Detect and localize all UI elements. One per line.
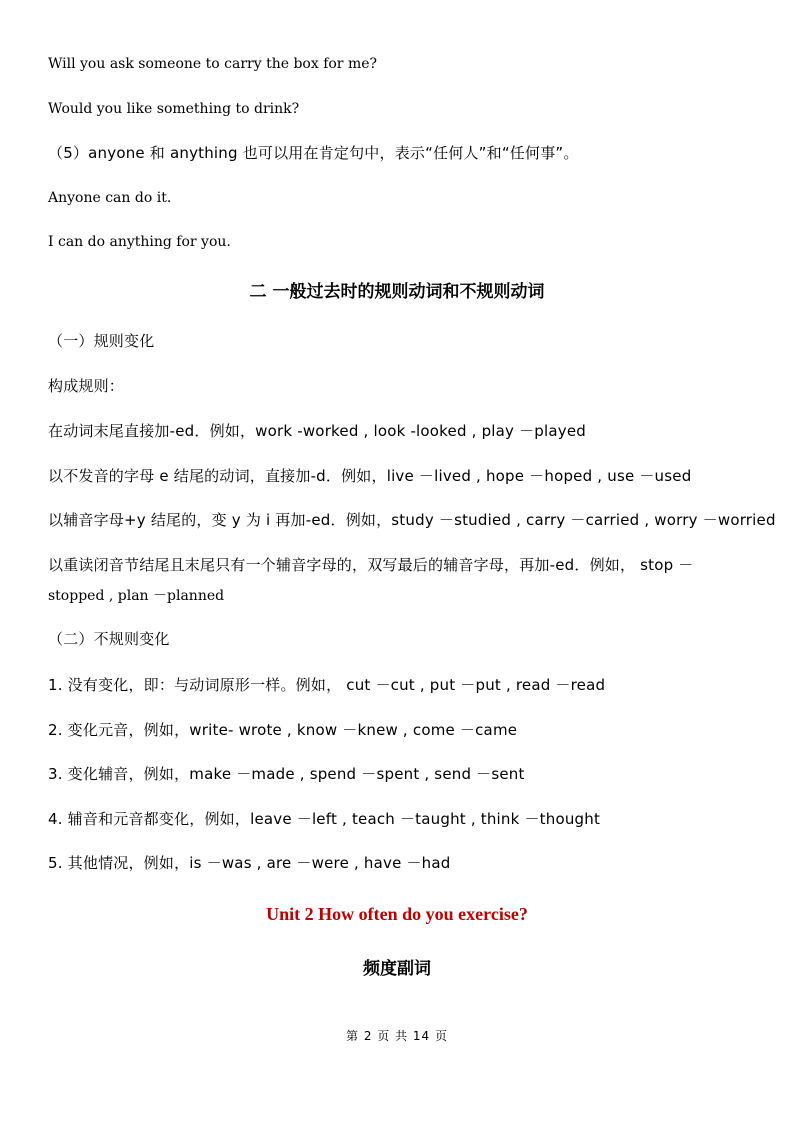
irregular-rule-3: 3. 变化辅音，例如，make －made , spend －spent , send －sent	[48, 765, 525, 783]
regular-verbs-title: （一）规则变化	[48, 332, 155, 350]
example-sentence-4: I can do anything for you.	[48, 234, 231, 250]
rule-1: 在动词末尾直接加-ed．例如，work -worked , look -looked , play －played	[48, 422, 587, 440]
rule-3: 以辅音字母+y 结尾的，变 y 为 i 再加-ed．例如，study －studied , carry －carried , worry －worried	[48, 511, 776, 529]
page-footer: 第 2 页 共 14 页	[346, 1029, 448, 1043]
irregular-rule-1: 1. 没有变化，即：与动词原形一样。例如， cut －cut , put －put , read －read	[48, 676, 606, 694]
unit-2-title: Unit 2 How often do you exercise?	[266, 904, 528, 924]
irregular-rule-2: 2. 变化元音，例如，write- wrote , know －knew , come －came	[48, 721, 518, 739]
rule-4: 以重读闭音节结尾且末尾只有一个辅音字母的，双写最后的辅音字母，再加-ed．例如， stop －	[48, 556, 694, 574]
example-sentence-3: Anyone can do it.	[48, 190, 172, 206]
rule-note-5: （5）anyone 和 anything 也可以用在肯定句中，表示“任何人”和“任何事”。	[48, 144, 579, 162]
irregular-rule-4: 4. 辅音和元音都变化，例如，leave －left , teach －taught , think －thought	[48, 810, 601, 828]
rules-label: 构成规则：	[48, 377, 125, 395]
section-title-past-tense: 二 一般过去时的规则动词和不规则动词	[249, 282, 545, 302]
example-sentence-1: Will you ask someone to carry the box for me?	[48, 56, 378, 72]
rule-4-continued: stopped , plan －planned	[48, 588, 225, 604]
irregular-verbs-title: （二）不规则变化	[48, 630, 170, 648]
example-sentence-2: Would you like something to drink?	[48, 101, 300, 117]
unit-2-subtitle: 频度副词	[363, 959, 431, 979]
rule-2: 以不发音的字母 e 结尾的动词，直接加-d．例如，live －lived , hope －hoped , use －used	[48, 467, 692, 485]
irregular-rule-5: 5. 其他情况，例如，is －was , are －were , have －had	[48, 854, 451, 872]
